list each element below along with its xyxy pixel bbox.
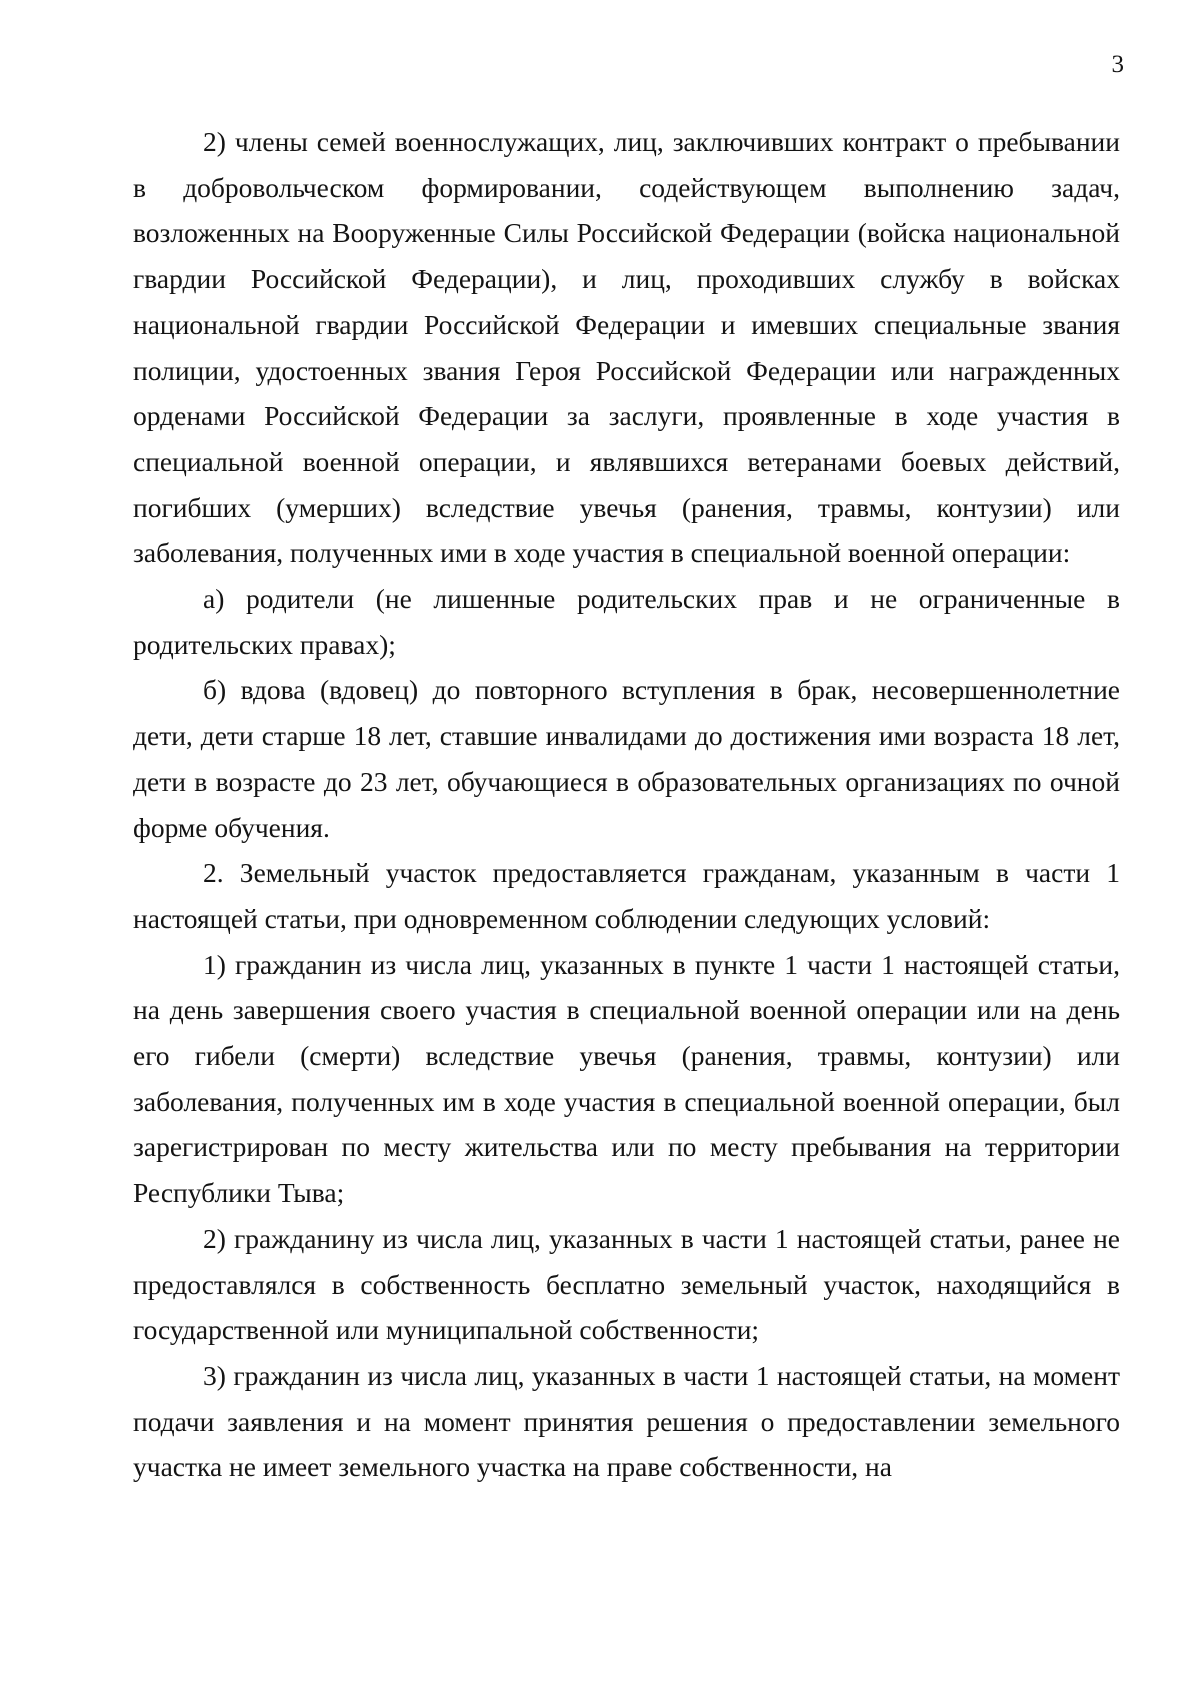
paragraph-family-members: 2) члены семей военнослужащих, лиц, заключивших контракт о пребывании в добровольческом формировании, содействующем выполнению задач, возложенных на Вооруженные Силы Российской Федерации (войска национальной гвардии Российской Федерации), и лиц, проходивших службу в войсках национальной гвардии Российской Федерации и имевших специальные звания полиции, удостоенных звания Героя Российской Федерации или награжденных орденами Российской Федерации за заслуги, проявленные в ходе участия в специальной военной операции, и являвшихся ветеранами боевых действий, погибших (умерших) вследствие увечья (ранения, травмы, контузии) или заболевания, полученных ими в ходе участия в специальной военной операции:: [133, 126, 1120, 569]
paragraph-widow-children: б) вдова (вдовец) до повторного вступления в брак, несовершеннолетние дети, дети старше 18 лет, ставшие инвалидами до достижения ими возраста 18 лет, дети в возрасте до 23 лет, обучающиеся в образовательных организациях по очной форме обучения.: [133, 674, 1120, 843]
paragraph-condition-no-ownership: 3) гражданин из числа лиц, указанных в части 1 настоящей статьи, на момент подачи заявления и на момент принятия решения о предоставлении земельного участка не имеет земельного участка на праве собственности, на: [133, 1359, 1120, 1483]
paragraph-condition-registration: 1) гражданин из числа лиц, указанных в пункте 1 части 1 настоящей статьи, на день завершения своего участия в специальной военной операции или на день его гибели (смерти) вследствие увечья (ранения, травмы, контузии) или заболевания, полученных им в ходе участия в специальной военной операции, был зарегистрирован по месту жительства или по месту пребывания на территории Республики Тыва;: [133, 948, 1120, 1209]
paragraph-condition-no-prior-plot: 2) гражданину из числа лиц, указанных в части 1 настоящей статьи, ранее не предоставлялся в собственность бесплатно земельный участок, находящийся в государственной или муниципальной собственности;: [133, 1222, 1120, 1346]
paragraph-parents: а) родители (не лишенные родительских прав и не ограниченные в родительских правах);: [133, 583, 1120, 660]
page-number: 3: [1111, 51, 1124, 78]
paragraph-conditions-intro: 2. Земельный участок предоставляется гражданам, указанным в части 1 настоящей статьи, при одновременном соблюдении следующих условий:: [133, 857, 1120, 934]
document-body: [133, 119, 1120, 1490]
